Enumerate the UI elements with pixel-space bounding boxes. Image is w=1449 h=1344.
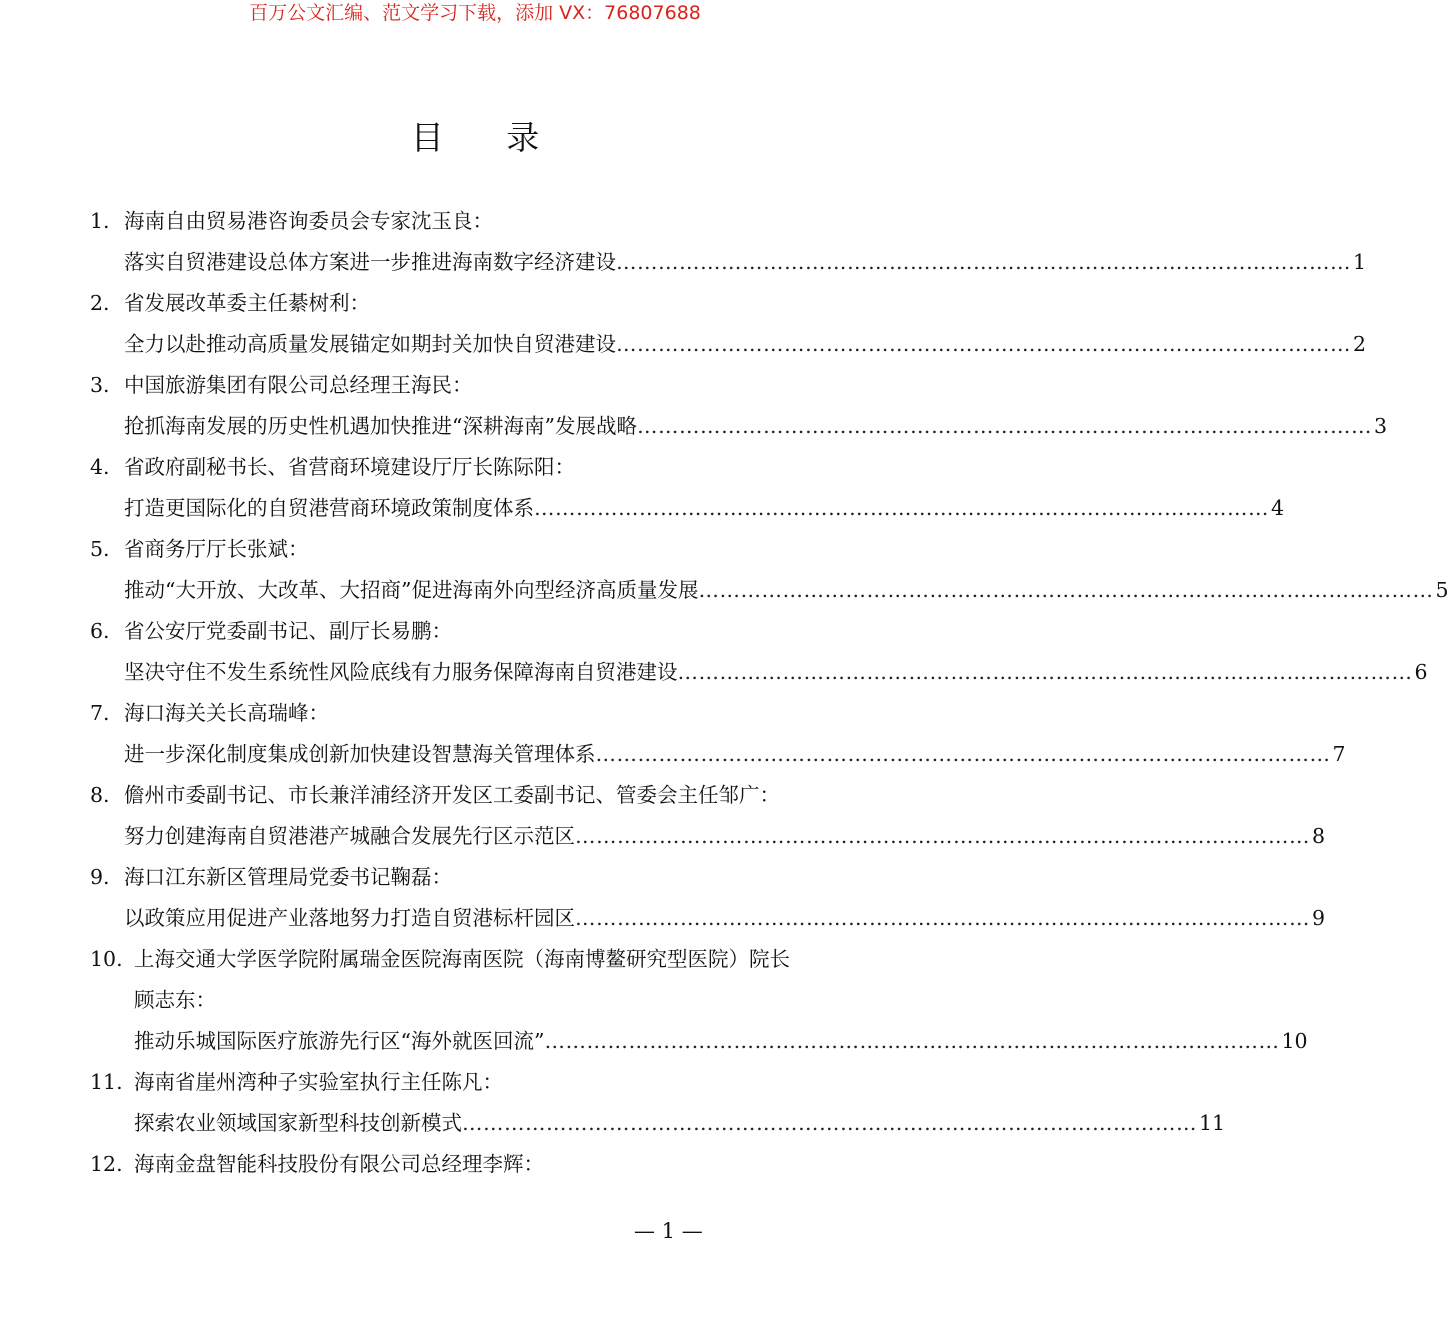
entry-title[interactable]: 推动乐城国际医疗旅游先行区“海外就医回流” bbox=[134, 1029, 545, 1053]
entry-title[interactable]: 落实自贸港建设总体方案进一步推进海南数字经济建设 bbox=[124, 250, 616, 274]
entry-title[interactable]: 进一步深化制度集成创新加快建设智慧海关管理体系 bbox=[124, 742, 596, 766]
entry-page: 9 bbox=[1312, 906, 1326, 930]
toc-entry-4 bbox=[90, 447, 1285, 529]
toc-entry-10 bbox=[90, 939, 1308, 1062]
entry-page: 2 bbox=[1353, 332, 1367, 356]
entry-title[interactable]: 抢抓海南发展的历史性机遇加快推进“深耕海南”发展战略 bbox=[124, 414, 637, 438]
entry-author: 上海交通大学医学院附属瑞金医院海南医院（海南博鳌研究型医院）院长 bbox=[134, 947, 790, 971]
page-number: — 1 — bbox=[634, 1219, 703, 1243]
leader-dots: …………………………………………………………………………………………… bbox=[544, 1029, 1280, 1053]
entry-title[interactable]: 打造更国际化的自贸港营商环境政策制度体系 bbox=[124, 496, 534, 520]
entry-number: 1. bbox=[90, 209, 110, 233]
entry-page: 7 bbox=[1332, 742, 1346, 766]
entry-number: 2. bbox=[90, 291, 110, 315]
toc-entry-7 bbox=[90, 693, 1346, 775]
entry-title[interactable]: 推动“大开放、大改革、大招商”促进海南外向型经济高质量发展 bbox=[124, 578, 699, 602]
leader-dots: …………………………………………………………………………………………… bbox=[616, 250, 1351, 274]
page-title: 目 录 bbox=[410, 118, 566, 157]
leader-dots: …………………………………………………………………………………………… bbox=[534, 496, 1269, 520]
entry-title[interactable]: 探索农业领域国家新型科技创新模式 bbox=[134, 1111, 462, 1135]
entry-author: 儋州市委副书记、市长兼洋浦经济开发区工委副书记、管委会主任邹广： bbox=[124, 783, 780, 807]
entry-title[interactable]: 坚决守住不发生系统性风险底线有力服务保障海南自贸港建设 bbox=[124, 660, 678, 684]
entry-author: 省政府副秘书长、省营商环境建设厅厅长陈际阳： bbox=[124, 455, 575, 479]
entry-author: 海南省崖州湾种子实验室执行主任陈凡： bbox=[134, 1070, 503, 1094]
entry-author: 省商务厅厅长张斌： bbox=[124, 537, 309, 561]
toc-entry-5 bbox=[90, 529, 1449, 611]
entry-page: 11 bbox=[1199, 1111, 1226, 1135]
entry-author: 海南自由贸易港咨询委员会专家沈玉良： bbox=[124, 209, 493, 233]
entry-title[interactable]: 全力以赴推动高质量发展锚定如期封关加快自贸港建设 bbox=[124, 332, 616, 356]
entry-title[interactable]: 努力创建海南自贸港港产城融合发展先行区示范区 bbox=[124, 824, 575, 848]
entry-author-continued: 顾志东： bbox=[134, 988, 216, 1012]
entry-title[interactable]: 以政策应用促进产业落地努力打造自贸港标杆园区 bbox=[124, 906, 575, 930]
entry-author: 中国旅游集团有限公司总经理王海民： bbox=[124, 373, 473, 397]
entry-page: 6 bbox=[1414, 660, 1428, 684]
toc-entry-6 bbox=[90, 611, 1428, 693]
entry-number: 3. bbox=[90, 373, 110, 397]
entry-number: 6. bbox=[90, 619, 110, 643]
leader-dots: …………………………………………………………………………………………… bbox=[462, 1111, 1197, 1135]
toc-entry-11 bbox=[90, 1062, 1226, 1144]
entry-number: 4. bbox=[90, 455, 110, 479]
entry-number: 8. bbox=[90, 783, 110, 807]
entry-page: 5 bbox=[1435, 578, 1449, 602]
entry-author: 省发展改革委主任綦树利： bbox=[124, 291, 370, 315]
entry-number: 11. bbox=[90, 1070, 123, 1094]
entry-author: 海口江东新区管理局党委书记鞠磊： bbox=[124, 865, 452, 889]
entry-number: 7. bbox=[90, 701, 110, 725]
leader-dots: …………………………………………………………………………………………… bbox=[616, 332, 1351, 356]
entry-number: 9. bbox=[90, 865, 110, 889]
toc-entry-9 bbox=[90, 857, 1326, 939]
leader-dots: …………………………………………………………………………………………… bbox=[575, 906, 1310, 930]
entry-author: 省公安厅党委副书记、副厅长易鹏： bbox=[124, 619, 452, 643]
leader-dots: …………………………………………………………………………………………… bbox=[698, 578, 1434, 602]
toc-entry-12 bbox=[90, 1144, 865, 1185]
table-of-contents bbox=[90, 201, 1449, 1185]
watermark-banner: 百万公文汇编、范文学习下载，添加 VX：76807688 bbox=[249, 2, 701, 24]
entry-number: 10. bbox=[90, 947, 123, 971]
leader-dots: …………………………………………………………………………………………… bbox=[677, 660, 1413, 684]
entry-number: 12. bbox=[90, 1152, 123, 1176]
leader-dots: …………………………………………………………………………………………… bbox=[595, 742, 1331, 766]
toc-entry-1 bbox=[90, 201, 1367, 283]
toc-entry-8 bbox=[90, 775, 1326, 857]
entry-author: 海口海关关长高瑞峰： bbox=[124, 701, 329, 725]
entry-page: 3 bbox=[1373, 414, 1388, 438]
entry-number: 5. bbox=[90, 537, 110, 561]
leader-dots: …………………………………………………………………………………………… bbox=[636, 414, 1372, 438]
entry-page: 10 bbox=[1281, 1029, 1308, 1053]
toc-entry-3 bbox=[90, 365, 1388, 447]
entry-author: 海南金盘智能科技股份有限公司总经理李辉： bbox=[134, 1152, 544, 1176]
entry-page: 1 bbox=[1353, 250, 1367, 274]
toc-entry-2 bbox=[90, 283, 1367, 365]
entry-page: 8 bbox=[1312, 824, 1326, 848]
entry-page: 4 bbox=[1271, 496, 1285, 520]
leader-dots: …………………………………………………………………………………………… bbox=[575, 824, 1310, 848]
